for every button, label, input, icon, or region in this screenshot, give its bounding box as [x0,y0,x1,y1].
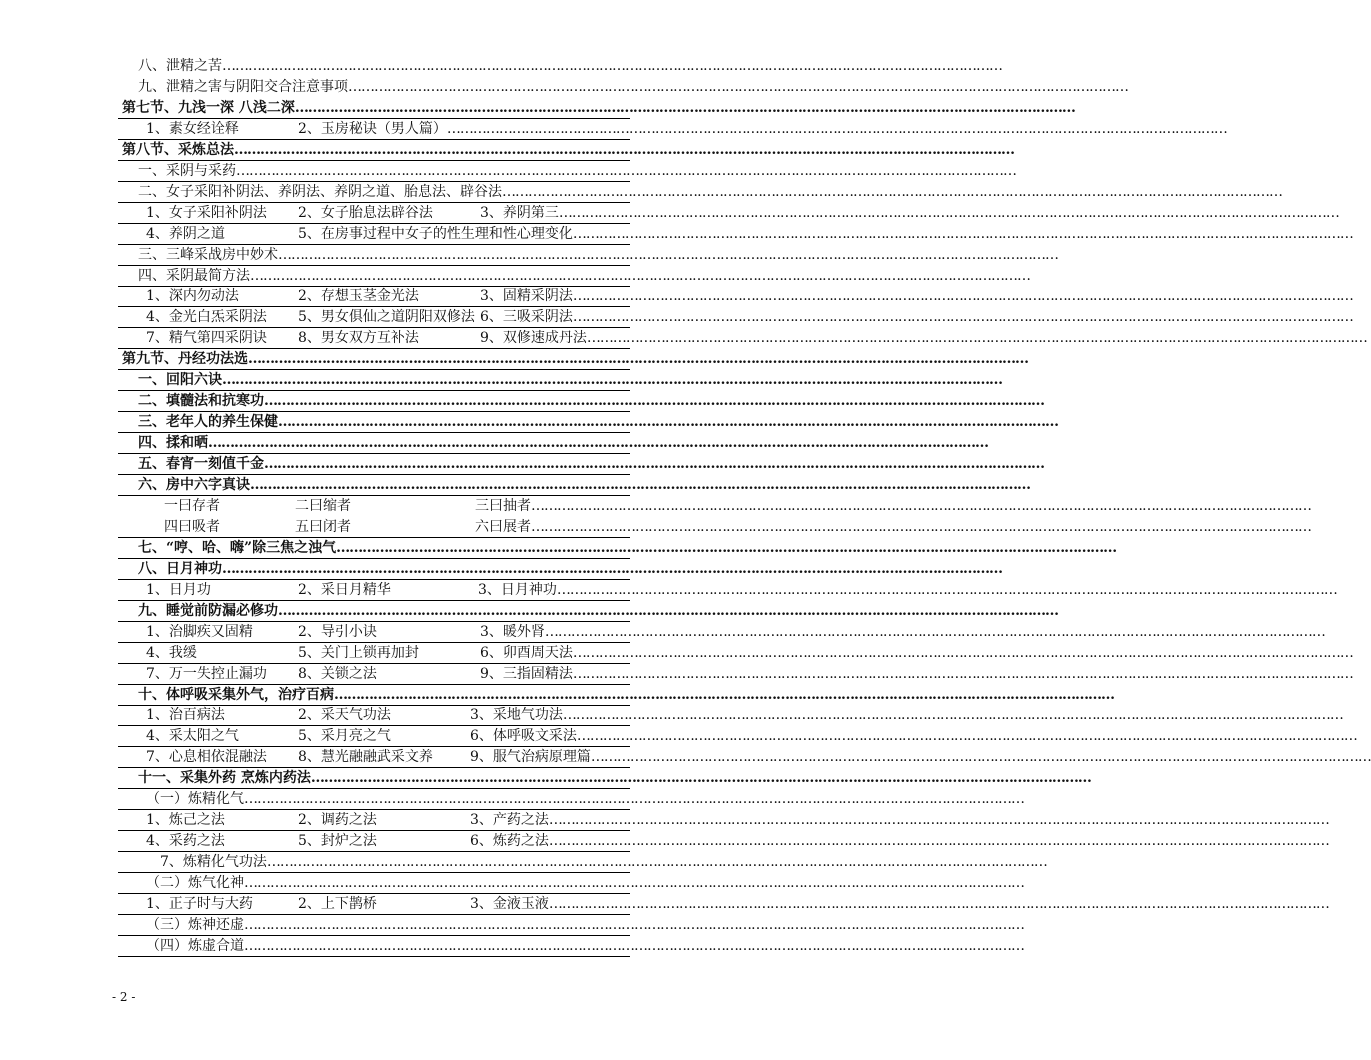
toc-entry-title: 一曰存者 [164,497,220,514]
toc-entry-title: 7、万一失控止漏功 [146,665,267,682]
toc-entry[interactable] [0,265,1030,287]
toc-entry-title: 5、封炉之法 [298,833,377,850]
toc-entry-title: 第九节、丹经功法选……………………………………………………………………………………………………………………………………………………………… [122,351,1028,368]
toc-entry-title: 八、泄精之苦……………………………………………………………………………………………………………………………………………………………… [138,58,1002,74]
toc-entry[interactable] [0,704,1343,726]
row-underline [118,956,630,957]
toc-entry[interactable] [0,160,1016,182]
dot-leader: ……………………………………………………………………………………………………………………………………………………………… [548,812,1329,829]
toc-entry[interactable] [0,872,1024,894]
toc-entry[interactable] [0,202,1339,224]
toc-entry-title: 5、关门上锁再加封 [298,644,419,661]
dot-leader: ……………………………………………………………………………………………………………………………………………………………… [244,937,1024,954]
page-number: - 2 - [112,990,136,1004]
toc-entry[interactable] [0,495,1311,517]
toc-entry-title: （一）炼精化气……………………………………………………………………………………………………………………………………………………………… [146,791,1024,808]
toc-entry-title: 2、采日月精华 [298,581,391,598]
toc-entry[interactable] [0,369,1002,391]
toc-entry-title: 三曰抽者……………………………………………………………………………………………………………………………………………………………… [475,497,1311,514]
dot-leader: ……………………………………………………………………………………………………………………………………………………………… [348,78,1128,95]
dot-leader: ……………………………………………………………………………………………………………………………………………………………… [244,791,1024,808]
toc-entry-title: 1、素女经诠释 [146,120,239,137]
toc-entry-title: 四曰吸者 [164,518,220,535]
toc-entry-title: 一、回阳六诀……………………………………………………………………………………………………………………………………………………………… [138,372,1002,389]
dot-leader: ……………………………………………………………………………………………………………………………………………………………… [264,393,1044,410]
toc-entry-title: （四）炼虚合道……………………………………………………………………………………………………………………………………………………………… [146,937,1024,954]
toc-entry-title: 2、上下鹊桥 [298,896,377,912]
dot-leader: ……………………………………………………………………………………………………………………………………………………………… [278,246,1058,263]
toc-entry[interactable] [0,830,1329,852]
dot-leader: ……………………………………………………………………………………………………………………………………………………………… [294,99,1075,116]
toc-entry-title: 二、填髓法和抗寒功……………………………………………………………………………………………………………………………………………………………… [138,393,1044,410]
toc-entry[interactable] [0,663,1353,685]
dot-leader: ……………………………………………………………………………………………………………………………………………………………… [558,204,1339,221]
toc-entry[interactable] [0,516,1311,538]
toc-entry-title: 三、老年人的养生保健……………………………………………………………………………………………………………………………………………………………… [138,414,1058,431]
toc-entry-title: 9、双修速成丹法……………………………………………………………………………………………………………………………………………………………… [480,330,1367,347]
toc-entry-title: 1、女子采阳补阴法 [146,204,267,221]
toc-entry[interactable] [0,348,1028,370]
toc-entry[interactable] [0,76,1128,98]
dot-leader: ……………………………………………………………………………………………………………………………………………………………… [531,518,1311,535]
toc-entry[interactable] [0,453,1044,475]
toc-entry-title: 5、在房事过程中女子的性生理和性心理变化……………………………………………………………………………………………………………………………………………………………… [298,225,1353,242]
dot-leader: ……………………………………………………………………………………………………………………………………………………………… [576,728,1357,745]
toc-entry-title: 一、采阴与采药……………………………………………………………………………………………………………………………………………………………… [138,162,1016,179]
toc-entry-title: 六曰展者……………………………………………………………………………………………………………………………………………………………… [475,518,1311,535]
toc-entry-title: 5、采月亮之气 [298,728,391,745]
dot-leader: ……………………………………………………………………………………………………………………………………………………………… [250,267,1030,284]
toc-entry-title: 三、三峰采战房中妙术……………………………………………………………………………………………………………………………………………………………… [138,246,1058,263]
dot-leader: ……………………………………………………………………………………………………………………………………………………………… [572,665,1353,682]
dot-leader: ……………………………………………………………………………………………………………………………………………………………… [572,644,1353,661]
toc-entry-title: 7、炼精化气功法……………………………………………………………………………………………………………………………………………………………… [160,854,1047,871]
dot-leader: ……………………………………………………………………………………………………………………………………………………………… [446,120,1227,137]
toc-entry-title: 九、睡觉前防漏必修功……………………………………………………………………………………………………………………………………………………………… [138,602,1058,619]
dot-leader: ……………………………………………………………………………………………………………………………………………………………… [244,875,1024,892]
toc-entry[interactable] [0,935,1024,957]
toc-entry[interactable] [0,223,1353,245]
toc-entry[interactable] [0,893,1329,915]
toc-entry-title: 2、导引小诀 [298,623,377,640]
dot-leader: ……………………………………………………………………………………………………………………………………………………………… [502,183,1282,200]
toc-entry-title: 3、暖外肾……………………………………………………………………………………………………………………………………………………………… [480,623,1325,640]
dot-leader: ……………………………………………………………………………………………………………………………………………………………… [531,497,1311,514]
toc-entry[interactable] [0,306,1353,328]
toc-entry-title: 1、日月功 [146,581,211,598]
toc-entry[interactable] [0,746,1371,768]
toc-entry-title: 1、正子时与大药 [146,896,253,912]
toc-entry[interactable] [0,725,1357,747]
toc-entry[interactable] [0,432,988,454]
toc-entry-title: 4、采太阳之气 [146,728,239,745]
dot-leader: ……………………………………………………………………………………………………………………………………………………………… [572,225,1353,242]
dot-leader: ……………………………………………………………………………………………………………………………………………………………… [548,896,1329,912]
toc-entry-title: 4、金光白炁采阴法 [146,309,267,326]
toc-entry-title: 3、固精采阴法……………………………………………………………………………………………………………………………………………………………… [480,288,1353,305]
toc-entry[interactable] [0,809,1329,831]
dot-leader: ……………………………………………………………………………………………………………………………………………………………… [264,456,1044,473]
toc-entry-title: 4、采药之法 [146,833,225,850]
dot-leader: ……………………………………………………………………………………………………………………………………………………………… [548,833,1329,850]
toc-entry[interactable] [0,181,1282,203]
toc-entry[interactable] [0,600,1058,622]
toc-entry-title: 3、养阴第三……………………………………………………………………………………………………………………………………………………………… [480,204,1339,221]
toc-entry[interactable] [0,55,1002,77]
toc-entry-title: 6、三吸采阴法……………………………………………………………………………………………………………………………………………………………… [480,309,1353,326]
dot-leader: ……………………………………………………………………………………………………………………………………………………………… [556,581,1337,598]
toc-entry-title: 3、采地气功法……………………………………………………………………………………………………………………………………………………………… [470,707,1343,724]
dot-leader: ……………………………………………………………………………………………………………………………………………………………… [222,372,1002,389]
dot-leader: ……………………………………………………………………………………………………………………………………………………………… [266,854,1047,871]
dot-leader: ……………………………………………………………………………………………………………………………………………………………… [250,477,1030,493]
toc-entry-title: 二曰缩者 [295,497,351,514]
toc-entry-title: 2、女子胎息法辟谷法 [298,204,433,221]
toc-entry-title: 3、金液玉液……………………………………………………………………………………………………………………………………………………………… [470,896,1329,912]
toc-entry-title: 五、春宵一刻值千金……………………………………………………………………………………………………………………………………………………………… [138,456,1044,473]
toc-entry-title: 十、体呼吸采集外气，治疗百病……………………………………………………………………………………………………………………………………………………………… [138,686,1114,703]
toc-entry-title: 3、产药之法……………………………………………………………………………………………………………………………………………………………… [470,812,1329,829]
dot-leader: ……………………………………………………………………………………………………………………………………………………………… [590,749,1371,766]
toc-entry-title: 6、卯酉周天法……………………………………………………………………………………………………………………………………………………………… [480,644,1353,661]
dot-leader: ……………………………………………………………………………………………………………………………………………………………… [236,162,1016,179]
toc-entry-title: 四、采阴最简方法……………………………………………………………………………………………………………………………………………………………… [138,267,1030,284]
toc-entry-title: 1、炼己之法 [146,812,225,829]
toc-entry[interactable] [0,327,1367,349]
toc-entry-title: 五曰闭者 [295,518,351,535]
toc-entry-title: 2、调药之法 [298,812,377,829]
toc-entry-title: 1、治脚疾又固精 [146,623,253,640]
toc-entry-title: 8、关锁之法 [298,665,377,682]
toc-entry-title: （三）炼神还虚……………………………………………………………………………………………………………………………………………………………… [146,916,1024,933]
toc-entry[interactable] [0,767,1091,789]
toc-entry-title: 十一、采集外药 烹炼内药法……………………………………………………………………………………………………………………………………………………………… [138,770,1091,787]
toc-entry-title: 3、日月神功……………………………………………………………………………………………………………………………………………………………… [478,581,1337,598]
toc-entry-title: 7、精气第四采阴诀 [146,330,267,347]
toc-entry[interactable] [0,97,1075,119]
dot-leader: ……………………………………………………………………………………………………………………………………………………………… [208,435,988,452]
toc-entry-title: 6、炼药之法……………………………………………………………………………………………………………………………………………………………… [470,833,1329,850]
toc-entry-title: 1、深内勿动法 [146,288,239,305]
dot-leader: ……………………………………………………………………………………………………………………………………………………………… [234,141,1014,158]
dot-leader: ……………………………………………………………………………………………………………………………………………………………… [222,58,1002,74]
toc-entry-title: 9、服气治病原理篇……………………………………………………………………………………………………………………………………………………………… [470,749,1371,766]
toc-entry[interactable] [0,851,1047,873]
toc-entry-title: 九、泄精之害与阴阳交合注意事项……………………………………………………………………………………………………………………………………………………………… [138,78,1128,95]
toc-entry[interactable] [0,621,1325,643]
toc-entry[interactable] [0,537,1117,559]
dot-leader: ……………………………………………………………………………………………………………………………………………………………… [336,539,1117,556]
toc-entry-title: 2、玉房秘诀（男人篇）……………………………………………………………………………………………………………………………………………………………… [298,120,1227,137]
dot-leader: ……………………………………………………………………………………………………………………………………………………………… [544,623,1325,640]
toc-entry[interactable] [0,411,1058,433]
dot-leader: ……………………………………………………………………………………………………………………………………………………………… [222,560,1002,577]
toc-entry[interactable] [0,139,1014,161]
toc-entry[interactable] [0,244,1058,266]
toc-entry-title: 6、体呼吸文采法……………………………………………………………………………………………………………………………………………………………… [470,728,1357,745]
toc-entry-title: 八、日月神功……………………………………………………………………………………………………………………………………………………………… [138,560,1002,577]
toc-entry-title: 4、我缓 [146,644,197,661]
toc-entry-title: 第七节、九浅一深 八浅二深……………………………………………………………………………………………………………………………………………………………… [122,99,1075,116]
dot-leader: ……………………………………………………………………………………………………………………………………………………………… [562,707,1343,724]
toc-entry-title: 7、心息相依混融法 [146,749,267,766]
toc-entry[interactable] [0,285,1353,307]
toc-entry[interactable] [0,390,1044,412]
toc-entry[interactable] [0,579,1337,601]
dot-leader: ……………………………………………………………………………………………………………………………………………………………… [572,309,1353,326]
toc-entry[interactable] [0,642,1353,664]
toc-entry-title: 四、揉和晒……………………………………………………………………………………………………………………………………………………………… [138,435,988,452]
dot-leader: ……………………………………………………………………………………………………………………………………………………………… [278,414,1058,431]
toc-entry-title: 2、采天气功法 [298,707,391,724]
toc-entry-title: 5、男女俱仙之道阴阳双修法 [298,309,475,326]
toc-entry[interactable] [0,118,1227,140]
toc-entry-title: 4、养阴之道 [146,225,225,242]
toc-entry-title: 七、“哼、哈、嗨”除三焦之浊气……………………………………………………………………………………………………………………………………………………………… [138,539,1117,556]
dot-leader: ……………………………………………………………………………………………………………………………………………………………… [244,916,1024,933]
toc-entry[interactable] [0,558,1002,580]
dot-leader: ……………………………………………………………………………………………………………………………………………………………… [586,330,1367,347]
toc-entry-title: 8、慧光融融武采文养 [298,749,433,766]
toc-entry-title: 9、三指固精法……………………………………………………………………………………………………………………………………………………………… [480,665,1353,682]
toc-entry-title: 2、存想玉茎金光法 [298,288,419,305]
toc-entry-title: 1、治百病法 [146,707,225,724]
toc-entry-title: （二）炼气化神……………………………………………………………………………………………………………………………………………………………… [146,875,1024,892]
dot-leader: ……………………………………………………………………………………………………………………………………………………………… [278,602,1058,619]
dot-leader: ……………………………………………………………………………………………………………………………………………………………… [310,770,1091,787]
toc-entry-title: 二、女子采阳补阴法、养阴法、养阴之道、胎息法、辟谷法……………………………………………………………………………………………………………………………………………………………… [138,183,1282,200]
toc-entry[interactable] [0,684,1114,706]
toc-entry[interactable] [0,788,1024,810]
toc-entry[interactable] [0,474,1030,496]
dot-leader: ……………………………………………………………………………………………………………………………………………………………… [248,351,1028,368]
dot-leader: ……………………………………………………………………………………………………………………………………………………………… [334,686,1114,703]
toc-entry-title: 第八节、采炼总法……………………………………………………………………………………………………………………………………………………………… [122,141,1014,158]
toc-entry-title: 8、男女双方互补法 [298,330,419,347]
toc-entry[interactable] [0,914,1024,936]
dot-leader: ……………………………………………………………………………………………………………………………………………………………… [572,288,1353,305]
toc-entry-title: 六、房中六字真诀……………………………………………………………………………………………………………………………………………………………… [138,477,1030,493]
